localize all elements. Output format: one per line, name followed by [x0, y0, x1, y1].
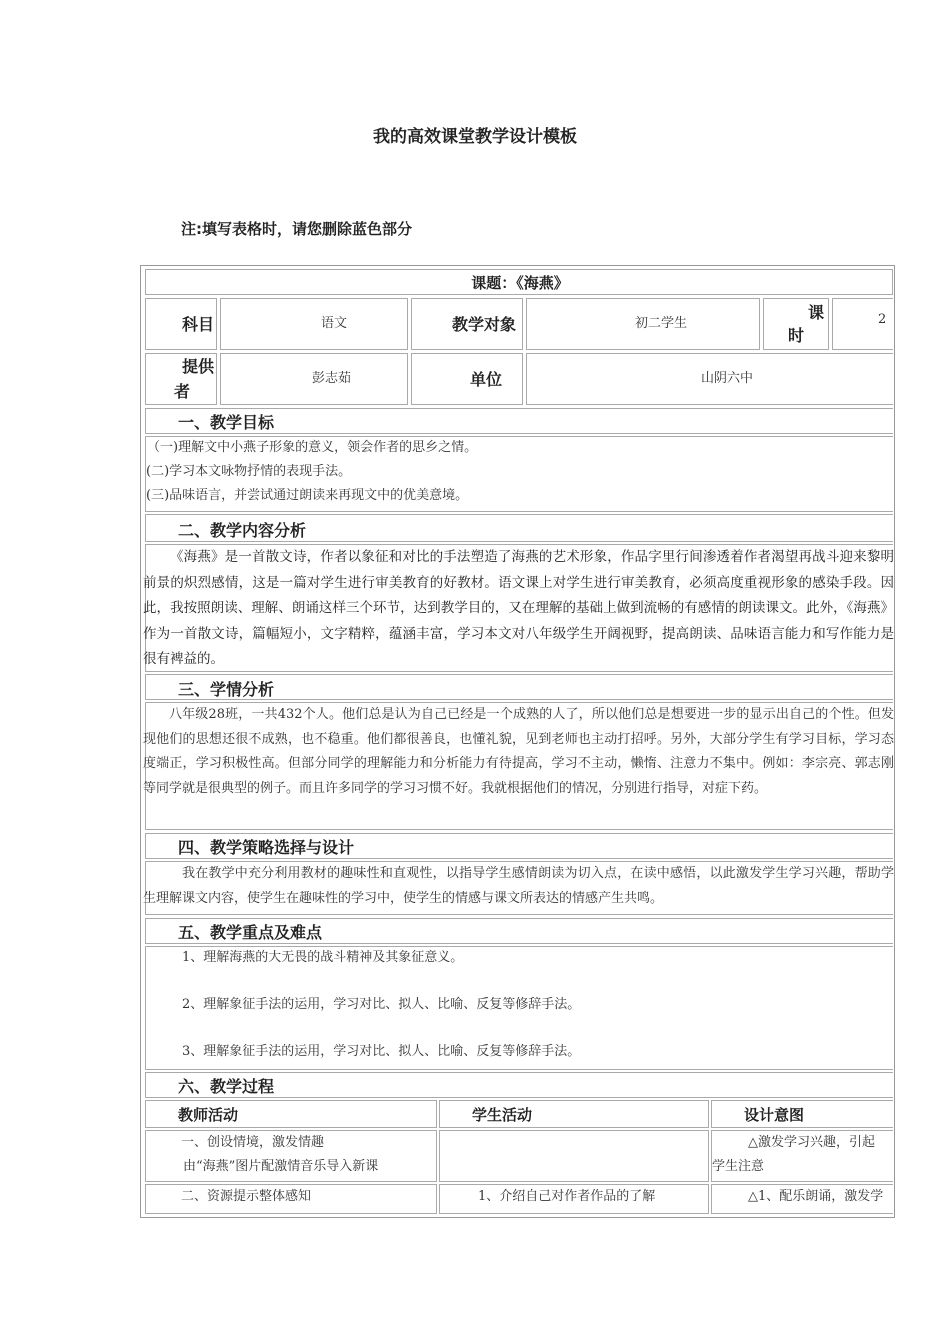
col-teacher-header-cell: [145, 1100, 437, 1128]
section-students-heading: 三、学情分析: [178, 680, 275, 699]
content-analysis-text: [143, 545, 894, 673]
subject-label: 科目: [182, 315, 215, 334]
process-row-1-intent-line1: △激发学习兴趣，引起: [748, 1135, 875, 1150]
key-point-3: 3、理解象征手法的运用，学习对比、拟人、比喻、反复等修辞手法。: [182, 1044, 581, 1059]
col-intent-header-cell: [711, 1100, 893, 1128]
unit-label: 单位: [470, 370, 503, 389]
hours-label-line1: 课: [808, 303, 825, 322]
lesson-title: 课题：《海燕》: [471, 274, 569, 292]
student-analysis-text: [143, 703, 894, 801]
goal-item-1: （一)理解文中小燕子形象的意义，领会作者的思乡之情。: [147, 440, 478, 455]
content-analysis-paragraph: 《海燕》是一首散文诗，作者以象征和对比的手法塑造了海燕的艺术形象，作品字里行间渗透着作者渴望再战斗迎来黎明前景的炽烈感情，这是一篇对学生进行审美教育的好教材。语文课上对学生进行审美教育，必须高度重视形象的感染手段。因此，我按照朗读、理解、朗诵这样三个环节，达到教学目的，又在理解的基础上做到流畅的有感情的朗读课文。此外，《海燕》作为一首散文诗，篇幅短小，文字精粹，蕴涵丰富，学习本文对八年级学生开阔视野，提高朗读、品味语言能力和写作能力是很有裨益的。: [143, 549, 894, 668]
col-intent-header: 设计意图: [744, 1106, 805, 1124]
hours-value: 2: [878, 312, 887, 327]
unit-value-cell: [526, 353, 893, 405]
section-content-heading: 二、教学内容分析: [178, 521, 307, 540]
section-strategy-heading: 四、教学策略选择与设计: [178, 838, 355, 857]
col-student-header-cell: [439, 1100, 709, 1128]
provider-value: 彭志茹: [312, 371, 352, 386]
subject-value: 语文: [321, 316, 348, 331]
section-process-header: [145, 1072, 893, 1098]
student-analysis-paragraph: 八年级28班，一共432个人。他们总是认为自己已经是一个成熟的人了，所以他们总是想要进一步的显示出自己的个性。但发现他们的思想还很不成熟，也不稳重。他们都很善良，也懂礼貌，见到老师也主动打招呼。另外，大部分学生有学习目标，学习态度端正，学习积极性高。但部分同学的理解能力和分析能力有待提高，学习不主动，懒惰、注意力不集中。例如：李宗亮、郭志刚等同学就是很典型的例子。而且许多同学的学习习惯不好。我就根据他们的情况，分别进行指导，对症下药。: [143, 707, 894, 796]
lesson-title-cell: [145, 269, 893, 295]
process-row-1-student: [439, 1130, 709, 1182]
process-row-2-teacher: [145, 1184, 437, 1214]
provider-label-line2: 者: [174, 382, 191, 401]
strategy-paragraph: 我在教学中充分利用教材的趣味性和直观性，以指导学生感情朗读为切入点，在读中感悟，以此激发学生学习兴趣，帮助学生理解课文内容，使学生在趣味性的学习中，使学生的情感与课文所表达的情感产生共鸣。: [143, 866, 894, 906]
document-title: 我的高效课堂教学设计模板: [373, 127, 577, 147]
section-content-header: [145, 514, 893, 542]
hours-value-cell: [832, 298, 893, 350]
target-label-cell: [411, 298, 523, 350]
section-key-points-heading: 五、教学重点及难点: [178, 923, 323, 942]
col-student-header: 学生活动: [472, 1106, 533, 1124]
subject-value-cell: [220, 298, 408, 350]
section-goals-header: [145, 408, 893, 434]
strategy-text: [143, 861, 894, 911]
section-key-points-header: [145, 918, 893, 944]
subject-label-cell: [145, 298, 217, 350]
process-row-2-intent: [711, 1184, 893, 1214]
process-row-2-student: [439, 1184, 709, 1214]
process-row-1-teacher-line1: 一、创设情境，激发情趣: [181, 1135, 325, 1150]
hours-label-cell: [763, 298, 829, 350]
process-row-2-student-text: 1、介绍自己对作者作品的了解: [478, 1189, 656, 1204]
unit-label-cell: [411, 353, 523, 405]
target-value-cell: [526, 298, 760, 350]
process-row-1-teacher: [145, 1130, 437, 1182]
target-value: 初二学生: [635, 316, 688, 331]
goal-item-2: (二)学习本文咏物抒情的表现手法。: [146, 464, 352, 479]
section-students-header: [145, 674, 893, 700]
process-row-1-teacher-line2: 由“海燕”图片配激情音乐导入新课: [183, 1159, 379, 1174]
process-row-1-intent: [711, 1130, 893, 1182]
unit-value: 山阴六中: [701, 371, 754, 386]
provider-label-line1: 提供: [182, 357, 215, 376]
section-goals-heading: 一、教学目标: [178, 413, 275, 432]
process-row-1-intent-line2: 学生注意: [712, 1159, 765, 1174]
target-label: 教学对象: [452, 315, 517, 334]
provider-value-cell: [220, 353, 408, 405]
key-point-1: 1、理解海燕的大无畏的战斗精神及其象征意义。: [182, 950, 464, 965]
section-process-heading: 六、教学过程: [178, 1077, 275, 1096]
process-row-2-intent-line1: △1、配乐朗诵，激发学: [748, 1189, 884, 1204]
provider-label-cell: [145, 353, 217, 405]
col-teacher-header: 教师活动: [178, 1106, 239, 1124]
key-point-2: 2、理解象征手法的运用，学习对比、拟人、比喻、反复等修辞手法。: [182, 997, 581, 1012]
process-row-2-teacher-line1: 二、资源提示整体感知: [181, 1189, 312, 1204]
section-strategy-header: [145, 833, 893, 859]
instruction-note: 注:填写表格时，请您删除蓝色部分: [181, 220, 413, 238]
hours-label-line2: 时: [788, 326, 805, 345]
goal-item-3: (三)品味语言，并尝试通过朗读来再现文中的优美意境。: [146, 488, 469, 503]
